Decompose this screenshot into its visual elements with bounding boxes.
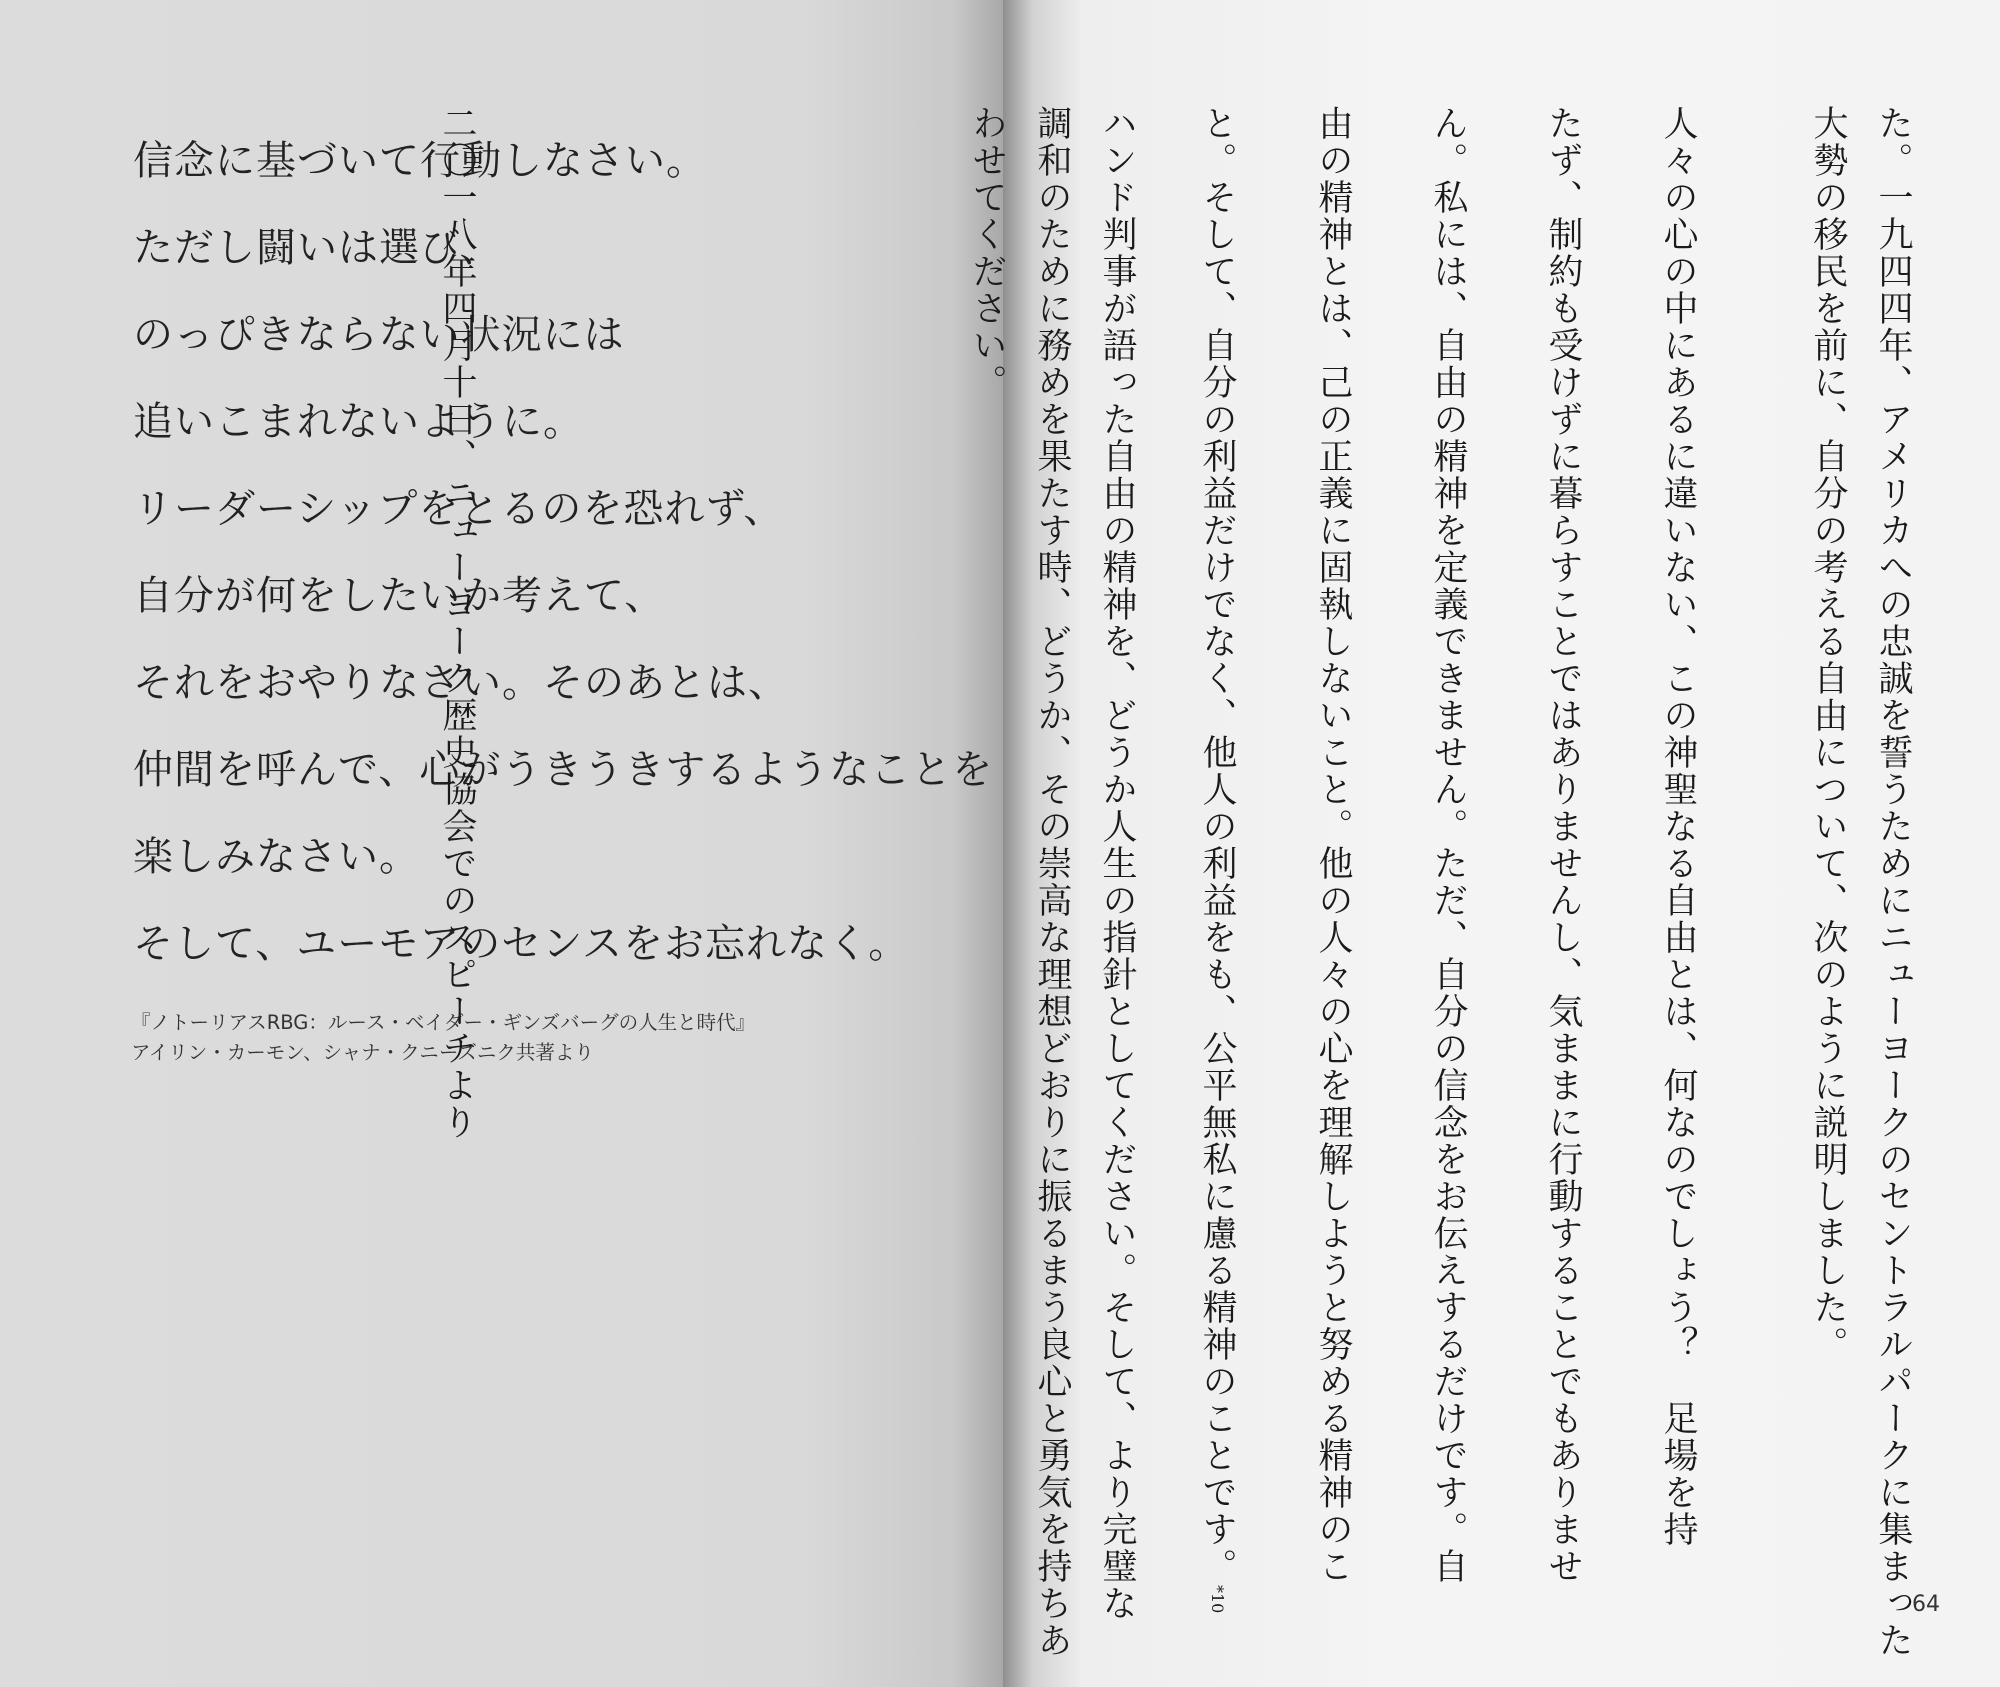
quote-line: 仲間を呼んで、心がうきうきするようなことを (133, 747, 994, 793)
quote-line: リーダーシップをとるのを恐れず、 (133, 486, 785, 532)
text-column: た。一九四四年、アメリカへの忠誠を誓うためにニューヨークのセントラルパークに集まった (1873, 105, 1913, 1659)
quote-column: 調和のために務めを果たす時、どうか、その崇高な理想どおりに振るまう良心と勇気を持ちあ (1032, 105, 1072, 1659)
paragraph-gap (1760, 105, 1795, 1505)
quote-line: 信念に基づいて行動しなさい。 (133, 138, 707, 184)
speech-attribution: 二〇一八年四月十日、ニューヨーク歴史協会でのスピーチより (437, 105, 477, 1141)
paragraph-gap (919, 105, 954, 1505)
quote-column: と。そして、自分の利益だけでなく、他人の利益をも、公平無私に慮る精神のことです。*10 (1197, 105, 1237, 1614)
quote-column: 人々の心の中にあるに違いない、この神聖なる自由とは、何なのでしょう？ 足場を持 (1658, 105, 1698, 1548)
footnote-marker: *10 (1208, 1585, 1227, 1614)
text-column: 大勢の移民を前に、自分の考える自由について、次のように説明しました。 (1808, 105, 1848, 1363)
quote-line: 追いこまれないように。 (133, 399, 584, 445)
quote-column: たず、制約も受けずに暮らすことではありませんし、気ままに行動することでもありませ (1543, 105, 1583, 1585)
quote-column: わせてください。 (967, 105, 1007, 401)
page-number: 64 (1912, 1592, 1940, 1617)
quote-line: 自分が何をしたいか考えて、 (133, 573, 666, 619)
quote-line: そして、ユーモアのセンスをお忘れなく。 (133, 921, 910, 967)
quote-line: それをおやりなさい。そのあとは、 (133, 660, 789, 706)
quote-column: ハンド判事が語った自由の精神を、どうか人生の指針としてください。そして、より完璧な (1097, 105, 1137, 1622)
source-title: 『ノトーリアスRBG：ルース・ベイダー・ギンズバーグの人生と時代』 (131, 1011, 756, 1034)
paragraph-gap (1149, 105, 1184, 1505)
quote-column: ん。私には、自由の精神を定義できません。ただ、自分の信念をお伝えするだけです。自 (1428, 105, 1468, 1585)
quote-line: のっぴきならない状況には (133, 312, 625, 358)
quote-line: 楽しみなさい。 (133, 834, 420, 880)
quote-line: ただし闘いは選び、 (133, 225, 501, 271)
source-authors: アイリン・カーモン、シャナ・クニーズニク共著より (131, 1041, 594, 1064)
quote-column: 由の精神とは、己の正義に固執しないこと。他の人々の心を理解しようと努める精神のこ (1313, 105, 1353, 1585)
body-text (424, 105, 1925, 1659)
